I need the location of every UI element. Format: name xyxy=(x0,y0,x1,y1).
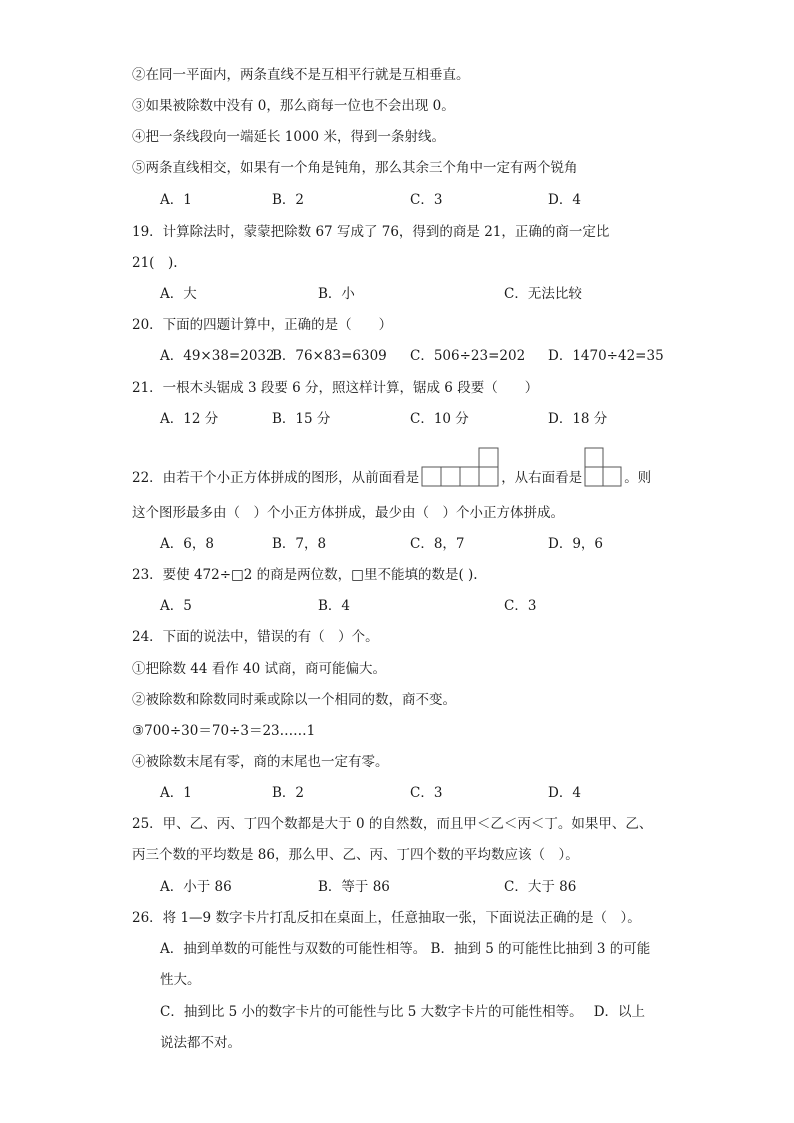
q21-option-d[interactable]: D．18 分 xyxy=(548,411,608,427)
q23-option-a[interactable]: A．5 xyxy=(160,598,192,614)
q22-option-c[interactable]: C．8，7 xyxy=(410,536,465,552)
q20-option-a[interactable]: A．49×38=2032 xyxy=(160,348,275,364)
statement-5: ⑤两条直线相交，如果有一个角是钝角，那么其余三个角中一定有两个锐角 xyxy=(132,160,578,176)
q21-option-c[interactable]: C．10 分 xyxy=(410,411,469,427)
q26-text: 26．将 1—9 数字卡片打乱反扣在桌面上，任意抽取一张，下面说法正确的是（ ）。 xyxy=(132,910,641,926)
q23-option-b[interactable]: B．4 xyxy=(318,598,351,614)
q24-text: 24．下面的说法中，错误的有（ ）个。 xyxy=(132,629,379,645)
q24-statement-3: ③700÷30＝70÷3＝23……1 xyxy=(132,723,316,739)
q25-option-b[interactable]: B．等于 86 xyxy=(318,879,390,895)
q22-text-cont: 这个图形最多由（ ）个小正方体拼成，最少由（ ）个小正方体拼成。 xyxy=(132,505,564,521)
q22-text xyxy=(132,446,651,488)
q20-option-c[interactable]: C．506÷23=202 xyxy=(410,348,526,364)
q20-option-b[interactable]: B．76×83=6309 xyxy=(272,348,387,364)
q21-option-a[interactable]: A．12 分 xyxy=(160,411,219,427)
q19-text-cont: 21( ). xyxy=(132,255,178,271)
q24-option-a[interactable]: A．1 xyxy=(160,785,192,801)
q23-option-c[interactable]: C．3 xyxy=(504,598,537,614)
q22-text-c: 。则 xyxy=(624,470,652,486)
q21-text: 21．一根木头锯成 3 段要 6 分，照这样计算，锯成 6 段要（ ） xyxy=(132,380,539,396)
q18-option-d[interactable]: D．4 xyxy=(548,192,581,208)
q24-option-d[interactable]: D．4 xyxy=(548,785,581,801)
q26-option-line-2: 性大。 xyxy=(160,972,201,988)
q25-text: 25．甲、乙、丙、丁四个数都是大于 0 的自然数，而且甲＜乙＜丙＜丁。如果甲、乙、 xyxy=(132,816,653,832)
q22-option-b[interactable]: B．7，8 xyxy=(272,536,327,552)
q25-option-c[interactable]: C．大于 86 xyxy=(504,879,577,895)
q22-option-a[interactable]: A．6，8 xyxy=(160,536,214,552)
q19-option-c[interactable]: C．无法比较 xyxy=(504,286,582,302)
q20-text: 20．下面的四题计算中，正确的是（ ） xyxy=(132,317,393,333)
q18-option-b[interactable]: B．2 xyxy=(272,192,305,208)
q26-option-line-4: 说法都不对。 xyxy=(160,1035,241,1051)
q19-option-b[interactable]: B．小 xyxy=(318,286,355,302)
q18-option-a[interactable]: A．1 xyxy=(160,192,192,208)
front-view-figure xyxy=(421,446,499,488)
q22-option-d[interactable]: D．9，6 xyxy=(548,536,604,552)
q25-option-a[interactable]: A．小于 86 xyxy=(160,879,232,895)
q19-text: 19．计算除法时，蒙蒙把除数 67 写成了 76，得到的商是 21，正确的商一定比 xyxy=(132,224,610,240)
q20-option-d[interactable]: D．1470÷42=35 xyxy=(548,348,664,364)
q21-option-b[interactable]: B．15 分 xyxy=(272,411,331,427)
q24-option-c[interactable]: C．3 xyxy=(410,785,443,801)
q24-statement-1: ①把除数 44 看作 40 试商，商可能偏大。 xyxy=(132,661,387,677)
statement-2: ②在同一平面内，两条直线不是互相平行就是互相垂直。 xyxy=(132,67,470,83)
q19-option-a[interactable]: A．大 xyxy=(160,286,197,302)
right-view-figure xyxy=(584,446,622,488)
statement-4: ④把一条线段向一端延长 1000 米，得到一条射线。 xyxy=(132,129,445,145)
q22-text-a: 22．由若干个小正方体拼成的图形，从前面看是 xyxy=(132,470,420,486)
q26-option-line-3[interactable]: C．抽到比 5 小的数字卡片的可能性与比 5 大数字卡片的可能性相等。 D．以上 xyxy=(160,1004,646,1020)
statement-3: ③如果被除数中没有 0，那么商每一位也不会出现 0。 xyxy=(132,98,455,114)
q24-statement-4: ④被除数末尾有零，商的末尾也一定有零。 xyxy=(132,754,389,770)
q24-statement-2: ②被除数和除数同时乘或除以一个相同的数，商不变。 xyxy=(132,692,456,708)
q18-option-c[interactable]: C．3 xyxy=(410,192,443,208)
q26-option-line-1[interactable]: A．抽到单数的可能性与双数的可能性相等。 B．抽到 5 的可能性比抽到 3 的可能 xyxy=(160,941,651,957)
q23-text: 23．要使 472÷□2 的商是两位数，□里不能填的数是( ). xyxy=(132,567,478,583)
q22-text-b: ，从右面看是 xyxy=(501,470,583,486)
q24-option-b[interactable]: B．2 xyxy=(272,785,305,801)
q25-text-cont: 丙三个数的平均数是 86，那么甲、乙、丙、丁四个数的平均数应该（ ）。 xyxy=(132,847,579,863)
